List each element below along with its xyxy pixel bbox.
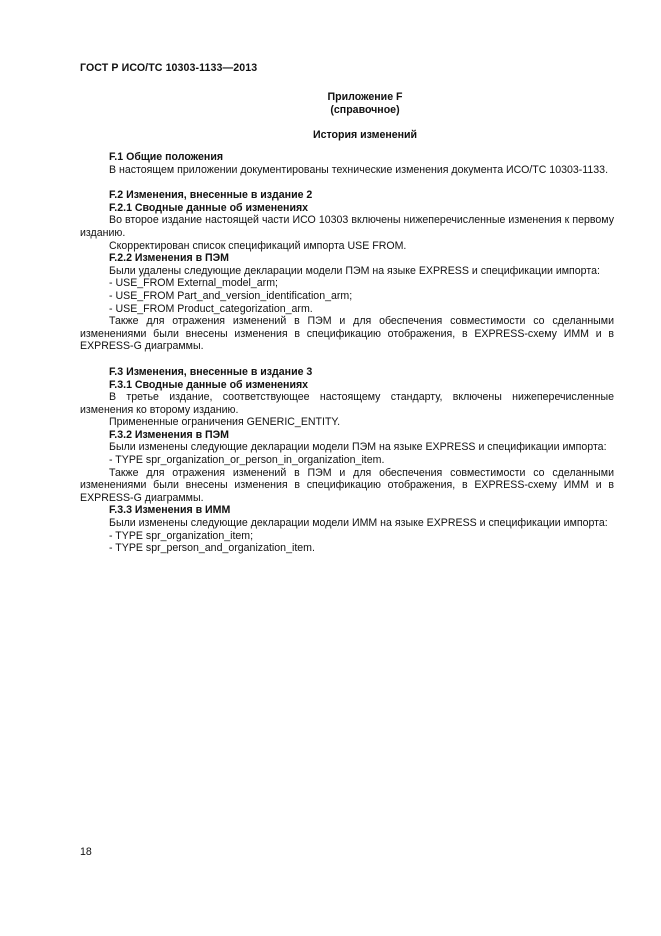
paragraph: Были изменены следующие декларации модели ИММ на языке EXPRESS и спецификации импорта: — [109, 517, 608, 530]
list-item: - TYPE spr_organization_or_person_in_organization_item. — [109, 454, 385, 467]
list-item: - USE_FROM Part_and_version_identification_arm; — [109, 289, 353, 302]
paragraph: Были изменены следующие декларации модели ПЭМ на языке EXPRESS и спецификации импорта: — [109, 441, 607, 454]
list-item: - USE_FROM Product_categorization_arm. — [109, 302, 313, 315]
spacer — [80, 353, 614, 366]
paragraph: Во второе издание настоящей части ИСО 10303 включены нижеперечисленные изменения к первому изданию. — [80, 214, 614, 239]
spacer — [80, 176, 614, 189]
appendix-subtitle: (справочное) — [330, 103, 400, 116]
list-item: - USE_FROM External_model_arm; — [109, 277, 278, 290]
list-item: - TYPE spr_organization_item; — [109, 529, 254, 542]
standard-designation: ГОСТ Р ИСО/ТС 10303-1133—2013 — [80, 62, 258, 74]
list-item: - TYPE spr_person_and_organization_item. — [109, 542, 315, 555]
section-heading-f31: F.3.1 Сводные данные об изменениях — [109, 378, 309, 391]
section-heading-f3: F.3 Изменения, внесенные в издание 3 — [109, 365, 313, 378]
paragraph: Также для отражения изменений в ПЭМ и для обеспечения совместимости со сделанными изменениями были внесены изменения в спецификацию отображения, в EXPRESS-схему ИММ и в EXPRESS-G диаграммы. — [80, 315, 614, 353]
appendix-title-block — [80, 91, 582, 116]
paragraph: Скорректирован список спецификаций импорта USE FROM. — [109, 239, 407, 252]
paragraph: Были удалены следующие декларации модели ПЭМ на языке EXPRESS и спецификации импорта: — [109, 264, 600, 277]
paragraph: В настоящем приложении документированы технические изменения документа ИСО/ТС 10303-1133. — [109, 163, 609, 176]
paragraph: В третье издание, соответствующее настоящему стандарту, включены нижеперечисленные изменения ко второму изданию. — [80, 391, 614, 416]
appendix-title: Приложение F — [327, 91, 403, 103]
section-heading-f2: F.2 Изменения, внесенные в издание 2 — [109, 189, 313, 202]
section-heading-f22: F.2.2 Изменения в ПЭМ — [109, 252, 230, 265]
section-heading-f33: F.3.3 Изменения в ИММ — [109, 504, 231, 517]
paragraph: Также для отражения изменений в ПЭМ и для обеспечения совместимости со сделанными изменениями были внесены изменения в спецификацию отображения, в EXPRESS-схему ИММ и в EXPRESS-G диаграммы. — [80, 466, 614, 504]
appendix-heading: История изменений — [312, 129, 418, 141]
document-body — [80, 151, 614, 555]
page-number: 18 — [80, 846, 92, 858]
section-heading-f32: F.3.2 Изменения в ПЭМ — [109, 428, 230, 441]
paragraph: Примененные ограничения GENERIC_ENTITY. — [109, 416, 341, 429]
section-heading-f1: F.1 Общие положения — [109, 151, 224, 163]
section-heading-f21: F.2.1 Сводные данные об изменениях — [109, 201, 309, 214]
